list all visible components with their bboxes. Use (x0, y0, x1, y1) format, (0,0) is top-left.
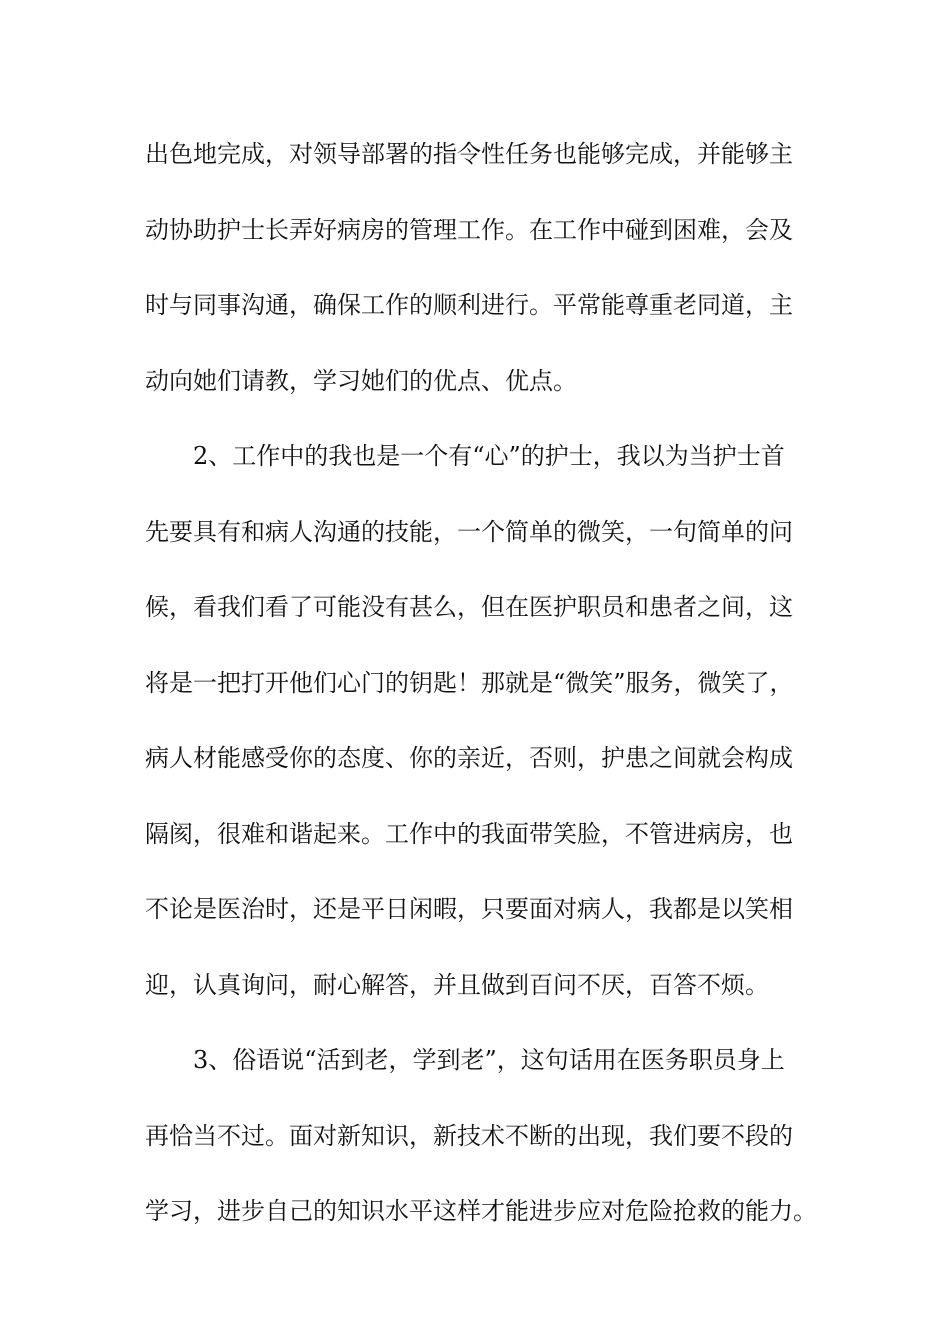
text-line: 再恰当不过。面对新知识，新技术不断的出现，我们要不段的 (145, 1121, 793, 1150)
text-line: 先要具有和病人沟通的技能，一个简单的微笑，一句简单的问 (145, 517, 793, 546)
document-body (145, 130, 835, 1263)
paragraph-2-first-line: 2、工作中的我也是一个有“心”的护士，我以为当护士首 (193, 442, 785, 470)
text-line: 隔阂，很难和谐起来。工作中的我面带笑脸，不管进病房，也 (145, 819, 793, 848)
text-line: 动向她们请教，学习她们的优点、优点。 (145, 366, 577, 395)
text-line: 候，看我们看了可能没有甚么，但在医护职员和患者之间，这 (145, 593, 793, 621)
text-line: 动协助护士长弄好病房的管理工作。在工作中碰到困难，会及 (145, 215, 793, 244)
text-line: 将是一把打开他们心门的钥匙！那就是“微笑”服务，微笑了， (145, 668, 794, 697)
text-line: 时与同事沟通，确保工作的顺利进行。平常能尊重老同道，主 (145, 291, 793, 319)
text-line: 病人材能感受你的态度、你的亲近，否则，护患之间就会构成 (145, 744, 793, 772)
text-line: 不论是医治时，还是平日闲暇，只要面对病人，我都是以笑相 (145, 895, 793, 923)
text-line: 出色地完成，对领导部署的指令性任务也能够完成，并能够主 (145, 140, 793, 168)
text-line: 学习，进步自己的知识水平这样才能进步应对危险抢救的能力。 (145, 1197, 817, 1225)
paragraph-3-first-line: 3、俗语说“活到老，学到老”，这句话用在医务职员身上 (193, 1046, 785, 1074)
text-line: 迎，认真询问，耐心解答，并且做到百问不厌，百答不烦。 (145, 970, 769, 999)
